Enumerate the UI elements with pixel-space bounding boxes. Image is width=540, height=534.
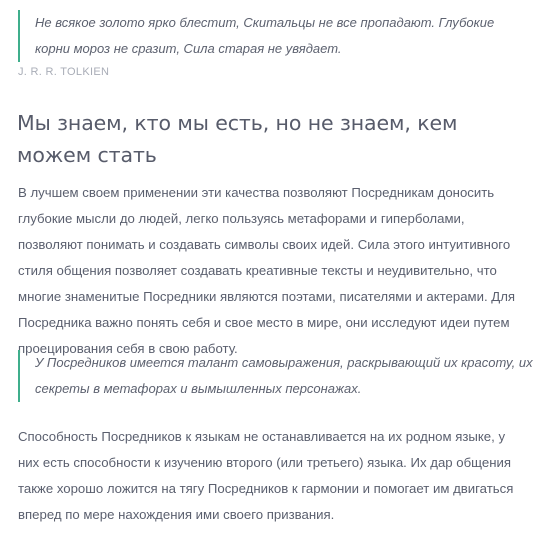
section-heading: Мы знаем, кто мы есть, но не знаем, кем можем стать bbox=[17, 111, 458, 167]
epigraph-text: Не всякое золото ярко блестит, Скитальцы не все пропадают. Глубокие корни мороз не сразит, Сила старая не увядает. bbox=[35, 15, 495, 56]
pull-quote-text: У Посредников имеется талант самовыражения, раскрывающий их красоту, их секреты в метафорах и вымышленных персонажах. bbox=[35, 355, 533, 396]
epigraph-quote bbox=[18, 10, 528, 62]
epigraph-author: J. R. R. TOLKIEN bbox=[18, 66, 110, 78]
pull-quote bbox=[18, 350, 533, 402]
paragraph-1: В лучшем своем применении эти качества позволяют Посредникам доносить глубокие мысли до людей, легко пользуясь метафорами и гиперболами, позволяют понимать и создавать символы своих идей. Сила этого интуитивного стиля общения позволяет создавать креативные тексты и неудивительно, что многие знаменитые Посредники являются поэтами, писателями и актерами. Для Посредника важно понять себя и свое место в мире, они исследуют идеи путем проецирования себя в свою работу. bbox=[18, 185, 516, 356]
paragraph-2: Способность Посредников к языкам не останавливается на их родном языке, у них есть способности к изучению второго (или третьего) языка. Их дар общения также хорошо ложится на тягу Посредников к гармонии и помогает им двигаться вперед по мере нахождения ими своего призвания. bbox=[18, 429, 514, 522]
